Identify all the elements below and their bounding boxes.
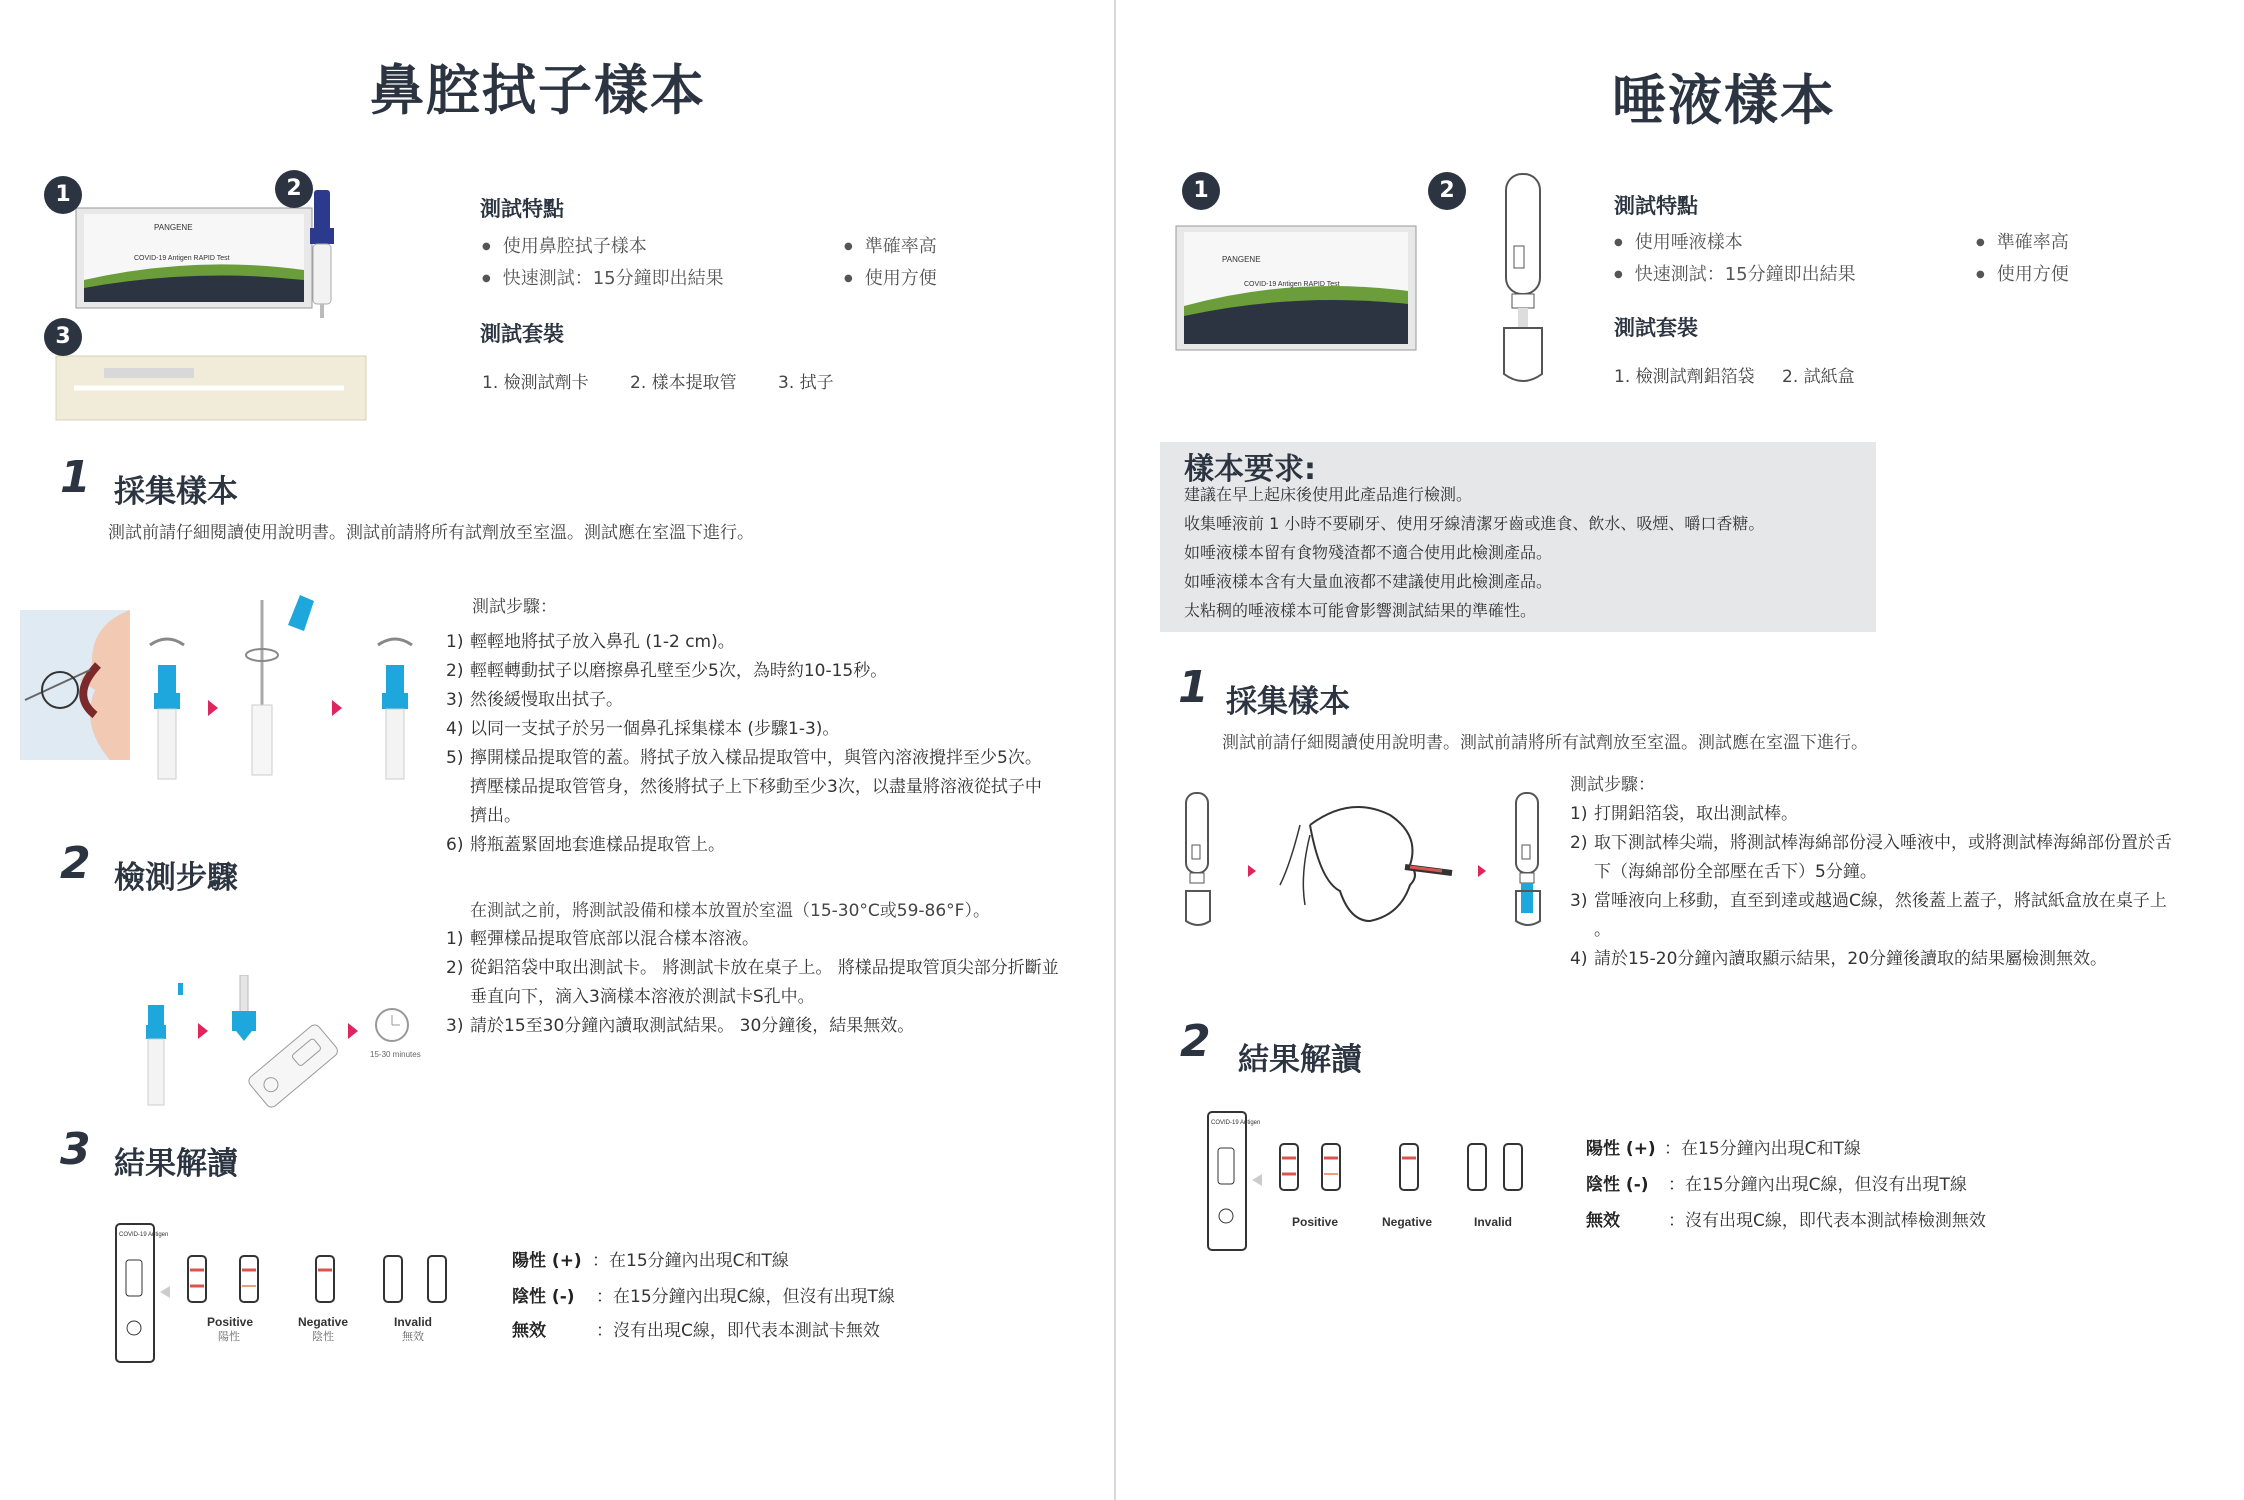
left-feature-3: ● 準確率高 bbox=[844, 232, 937, 258]
requirement-line: 如唾液樣本留有食物殘渣都不適合使用此檢測產品。 bbox=[1184, 543, 1553, 562]
left-kit-card-label: COVID-19 Antigen RAPID Test bbox=[134, 255, 230, 262]
right-feature-4: ● 使用方便 bbox=[1976, 260, 2069, 286]
left-feature-4: ● 使用方便 bbox=[844, 264, 937, 290]
left-caption-positive: Positive bbox=[207, 1315, 254, 1329]
right-title: 唾液樣本 bbox=[1612, 69, 1836, 132]
left-step: 1) 輕輕地將拭子放入鼻孔 (1-2 cm)。 bbox=[446, 632, 735, 652]
left-caption-positive-zh: 陽性 bbox=[218, 1331, 240, 1343]
left-result-illustration bbox=[112, 1220, 472, 1370]
left-sec3-number: 3 bbox=[60, 1124, 91, 1175]
left-features-heading: 測試特點 bbox=[480, 197, 564, 221]
left-step: 3) 然後緩慢取出拭子。 bbox=[446, 690, 623, 710]
right-sec1-number: 1 bbox=[1178, 662, 1209, 713]
right-kit-image bbox=[1174, 166, 1574, 396]
right-feature-1: ● 使用唾液樣本 bbox=[1614, 228, 1743, 254]
right-result-positive-label: 陽性 (+) bbox=[1586, 1139, 1656, 1159]
left-result-negative-text: ：在15分鐘內出現C線，但沒有出現T線 bbox=[596, 1287, 895, 1307]
left-result-invalid-label: 無效 bbox=[512, 1321, 546, 1341]
left-detect-step: 垂直向下，滴入3滴樣本溶液於測試卡S孔中。 bbox=[470, 987, 815, 1007]
right-step: 下（海綿部份全部壓在舌下）5分鐘。 bbox=[1594, 862, 1877, 882]
right-result-invalid-text: ：沒有出現C線，即代表本測試棒檢測無效 bbox=[1668, 1211, 1986, 1231]
right-step: 。 bbox=[1594, 920, 1611, 940]
right-card-label: COVID-19 Antigen bbox=[1211, 1120, 1261, 1126]
timer-label: 15-30 minutes bbox=[370, 1050, 421, 1059]
left-step: 2) 輕輕轉動拭子以磨擦鼻孔壁至少5次，為時約10-15秒。 bbox=[446, 661, 888, 681]
right-caption-invalid: Invalid bbox=[1474, 1215, 1513, 1229]
left-result-positive-text: ：在15分鐘內出現C和T線 bbox=[592, 1251, 789, 1271]
right-result-invalid-label: 無效 bbox=[1586, 1211, 1620, 1231]
right-caption-negative: Negative bbox=[1382, 1215, 1433, 1229]
left-step: 5) 擰開樣品提取管的蓋。將拭子放入樣品提取管中，與管內溶液攪拌至少5次。 bbox=[446, 748, 1042, 768]
requirement-line: 收集唾液前 1 小時不要刷牙、使用牙線清潔牙齒或進食、飲水、吸煙、嚼口香糖。 bbox=[1184, 514, 1765, 533]
left-kit-badge-1: 1 bbox=[44, 176, 82, 214]
right-step: 1) 打開鋁箔袋，取出測試棒。 bbox=[1570, 804, 1798, 824]
left-title: 鼻腔拭子樣本 bbox=[370, 59, 706, 122]
left-sec2-title: 檢測步驟 bbox=[114, 860, 238, 896]
detect-illustration bbox=[140, 975, 440, 1110]
right-caption-positive: Positive bbox=[1292, 1215, 1339, 1229]
right-step: 3) 當唾液向上移動，直至到達或越過C線，然後蓋上蓋子，將試紙盒放在桌子上 bbox=[1570, 891, 2167, 911]
left-steps-heading: 測試步驟： bbox=[472, 597, 557, 617]
right-result-illustration bbox=[1204, 1108, 1564, 1258]
left-sec3-title: 結果解讀 bbox=[114, 1146, 238, 1182]
right-sec2-title: 結果解讀 bbox=[1238, 1042, 1362, 1078]
requirement-line: 太粘稠的唾液樣本可能會影響測試結果的準確性。 bbox=[1184, 601, 1537, 620]
left-step: 4) 以同一支拭子於另一個鼻孔採集樣本 (步驟1-3)。 bbox=[446, 719, 840, 739]
left-detect-step: 1) 輕彈樣品提取管底部以混合樣本溶液。 bbox=[446, 929, 759, 949]
requirements-title: 樣本要求: bbox=[1184, 452, 1316, 487]
left-result-invalid-text: ：沒有出現C線，即代表本測試卡無效 bbox=[596, 1321, 880, 1341]
left-step: 擠出。 bbox=[470, 806, 521, 826]
left-detect-step: 3) 請於15至30分鐘內讀取測試結果。 30分鐘後，結果無效。 bbox=[446, 1016, 915, 1036]
page-divider bbox=[1114, 0, 1116, 1500]
left-kit-item-2: 2. 樣本提取管 bbox=[630, 373, 737, 393]
right-kit-item-2: 2. 試紙盒 bbox=[1782, 367, 1855, 387]
left-feature-2: ● 快速測試：15分鐘即出結果 bbox=[482, 264, 724, 290]
left-detect-steps bbox=[446, 925, 1059, 1041]
requirement-line: 建議在早上起床後使用此產品進行檢測。 bbox=[1184, 485, 1473, 504]
left-result-negative-label: 陰性 (-) bbox=[512, 1287, 575, 1307]
right-sec2-number: 2 bbox=[1180, 1016, 1211, 1067]
right-step: 4) 請於15-20分鐘內讀取顯示結果，20分鐘後讀取的結果屬檢測無效。 bbox=[1570, 949, 2108, 969]
left-caption-negative-zh: 陰性 bbox=[312, 1331, 334, 1343]
right-kit-brand: PANGENE bbox=[1222, 255, 1261, 264]
left-step: 擠壓樣品提取管管身，然後將拭子上下移動至少3次，以盡量將溶液從拭子中 bbox=[470, 777, 1042, 797]
right-result-negative-text: ：在15分鐘內出現C線，但沒有出現T線 bbox=[1668, 1175, 1967, 1195]
left-kit-item-3: 3. 拭子 bbox=[778, 373, 834, 393]
right-step: 2) 取下測試棒尖端，將測試棒海綿部份浸入唾液中，或將測試棒海綿部份置於舌 bbox=[1570, 833, 2172, 853]
left-kit-brand: PANGENE bbox=[154, 223, 193, 232]
right-kit-item-1: 1. 檢測試劑鋁箔袋 bbox=[1614, 367, 1755, 387]
right-kit-card-label: COVID-19 Antigen RAPID Test bbox=[1244, 281, 1340, 288]
right-result-positive-text: ：在15分鐘內出現C和T線 bbox=[1664, 1139, 1861, 1159]
nasal-swab-illustration bbox=[20, 585, 440, 815]
left-caption-negative: Negative bbox=[298, 1315, 349, 1329]
left-caption-invalid: Invalid bbox=[394, 1315, 433, 1329]
left-result-positive-label: 陽性 (+) bbox=[512, 1251, 582, 1271]
right-feature-3: ● 準確率高 bbox=[1976, 228, 2069, 254]
right-kit-heading: 測試套裝 bbox=[1614, 316, 1698, 340]
right-sec1-title: 採集樣本 bbox=[1226, 684, 1350, 720]
left-kit-item-1: 1. 檢測試劑卡 bbox=[482, 373, 589, 393]
left-kit-badge-3: 3 bbox=[44, 318, 82, 356]
left-kit-badge-2: 2 bbox=[275, 170, 313, 208]
left-sec1-title: 採集樣本 bbox=[114, 474, 238, 510]
left-sec1-number: 1 bbox=[60, 452, 91, 503]
left-caption-invalid-zh: 無效 bbox=[402, 1331, 424, 1343]
left-step: 6) 將瓶蓋緊固地套進樣品提取管上。 bbox=[446, 835, 725, 855]
right-kit-badge-1: 1 bbox=[1182, 172, 1220, 210]
right-feature-2: ● 快速測試：15分鐘即出結果 bbox=[1614, 260, 1856, 286]
left-feature-1: ● 使用鼻腔拭子樣本 bbox=[482, 232, 647, 258]
left-detect-intro: 在測試之前，將測試設備和樣本放置於室溫（15-30°C或59-86°F）。 bbox=[470, 901, 990, 921]
left-detect-step: 2) 從鋁箔袋中取出測試卡。 將測試卡放在桌子上。 將樣品提取管頂尖部分折斷並 bbox=[446, 958, 1059, 978]
left-card-label: COVID-19 Antigen bbox=[119, 1232, 169, 1238]
right-kit-badge-2: 2 bbox=[1428, 172, 1466, 210]
saliva-illustration bbox=[1180, 785, 1560, 935]
right-features-heading: 測試特點 bbox=[1614, 194, 1698, 218]
right-steps-heading: 測試步驟： bbox=[1570, 775, 1655, 795]
requirements-list bbox=[1184, 480, 1764, 625]
left-kit-heading: 測試套裝 bbox=[480, 322, 564, 346]
left-sec1-intro: 測試前請仔細閱讀使用說明書。測試前請將所有試劑放至室溫。測試應在室溫下進行。 bbox=[108, 523, 754, 543]
left-steps-list bbox=[446, 628, 1042, 860]
requirement-line: 如唾液樣本含有大量血液都不建議使用此檢測產品。 bbox=[1184, 572, 1553, 591]
left-kit-image bbox=[44, 170, 374, 430]
right-steps-list bbox=[1570, 800, 2172, 974]
left-sec2-number: 2 bbox=[60, 838, 91, 889]
right-result-negative-label: 陰性 (-) bbox=[1586, 1175, 1649, 1195]
right-sec1-intro: 測試前請仔細閱讀使用說明書。測試前請將所有試劑放至室溫。測試應在室溫下進行。 bbox=[1222, 733, 1868, 753]
